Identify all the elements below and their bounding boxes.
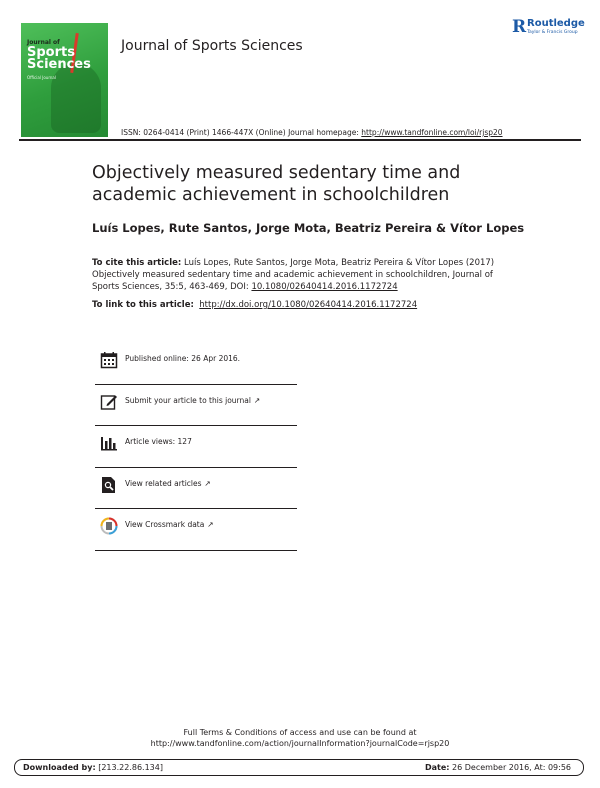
issn-text: ISSN: 0264-0414 (Print) 1466-447X (Online) Journal homepage: [121, 128, 362, 137]
cite-doi-link[interactable]: 10.1080/02640414.2016.1172724 [251, 282, 398, 292]
publisher-name: Routledge [527, 18, 585, 29]
download-footer [14, 759, 584, 776]
downloaded-by [23, 763, 163, 772]
downloaded-label: Downloaded by: [23, 763, 96, 772]
cover-athlete-figure [51, 63, 101, 133]
related-articles-label: View related articles [125, 478, 202, 488]
info-row-related[interactable] [95, 468, 297, 510]
cover-title-line1: Sports [27, 45, 75, 60]
external-link-icon: ↗ [204, 478, 211, 488]
article-views-label: Article views: 127 [125, 437, 192, 446]
article-authors: Luís Lopes, Rute Santos, Jorge Mota, Beatriz Pereira & Vítor Lopes [92, 221, 525, 235]
info-row-submit[interactable] [95, 385, 297, 427]
download-date [425, 763, 571, 772]
article-doi-link[interactable]: http://dx.doi.org/10.1080/02640414.2016.1172724 [199, 300, 418, 310]
routledge-r-icon: R [512, 17, 527, 37]
submit-article-link[interactable] [125, 396, 260, 405]
journal-title: Journal of Sports Sciences [121, 38, 303, 54]
publisher-tagline: Taylor & Francis Group [527, 30, 578, 35]
terms-block [0, 727, 600, 749]
external-link-icon: ↗ [207, 520, 214, 529]
related-articles-link[interactable] [125, 479, 211, 488]
cover-title [27, 47, 91, 71]
external-link-icon: ↗ [253, 395, 261, 405]
cite-text: Luís Lopes, Rute Santos, Jorge Mota, Beatriz Pereira & Vítor Lopes (2017) Objectively measured sedentary time and academic achievement in schoolchildren, Journal of Sports Sciences, 35:5, 463-469, DOI: [92, 258, 495, 292]
article-title: Objectively measured sedentary time and academic achievement in schoolchildren [92, 163, 461, 205]
info-row-views [95, 426, 297, 468]
journal-homepage-link[interactable]: http://www.tandfonline.com/loi/rjsp20 [361, 128, 503, 137]
terms-link[interactable]: http://www.tandfonline.com/action/journalInformation?journalCode=rjsp20 [150, 739, 450, 748]
link-label: To link to this article: [92, 300, 194, 310]
cover-journal-small: Journal of [27, 39, 60, 46]
publisher-logo [512, 16, 588, 42]
bar-chart-icon [100, 434, 118, 452]
cite-label: To cite this article: [92, 258, 182, 268]
article-info-list [95, 343, 297, 551]
journal-cover-image [21, 23, 108, 137]
issn-line [121, 128, 503, 137]
info-row-published [95, 343, 297, 385]
search-document-icon [100, 476, 118, 494]
submit-article-label: Submit your article to this journal [125, 395, 251, 405]
cover-subtitle: Official Journal [27, 75, 56, 80]
crossmark-link[interactable] [125, 520, 214, 529]
date-label: Date: [425, 763, 450, 772]
terms-line1: Full Terms & Conditions of access and use can be found at [183, 728, 417, 737]
cover-title-line2: Sciences [27, 57, 91, 72]
citation-block [92, 257, 522, 293]
crossmark-label: View Crossmark data [125, 520, 205, 529]
header-divider [19, 139, 581, 141]
article-link-block [92, 300, 417, 310]
edit-icon [100, 393, 118, 411]
downloaded-value: [213.22.86.134] [95, 763, 163, 772]
date-value: 26 December 2016, At: 09:56 [449, 763, 571, 772]
calendar-icon [100, 351, 118, 369]
info-row-crossmark[interactable] [95, 509, 297, 551]
crossmark-icon [100, 517, 118, 535]
published-date-label: Published online: 26 Apr 2016. [125, 354, 241, 363]
